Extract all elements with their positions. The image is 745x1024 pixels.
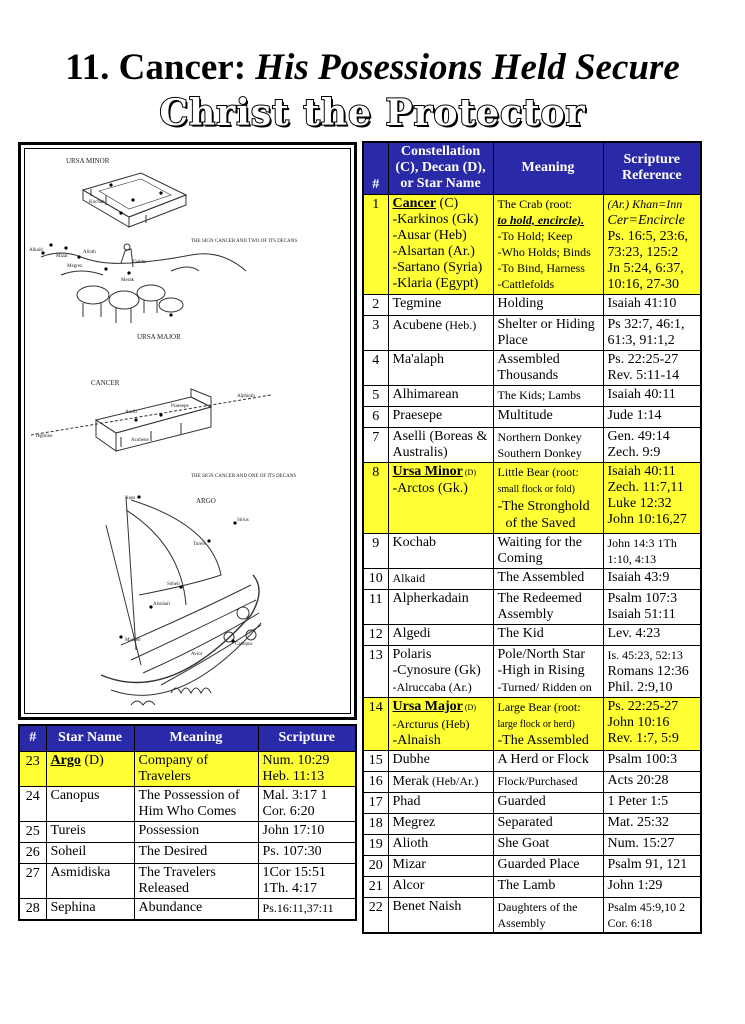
row-name: Megrez: [388, 813, 493, 834]
table-row: [363, 533, 701, 568]
scripture-line: Jn 5:24, 6:37,: [607, 260, 684, 276]
row-meaning: Shelter or Hiding Place: [493, 315, 603, 350]
row-name: Alcor: [388, 876, 493, 897]
row-name: [46, 751, 134, 786]
name-line: -Arcturus (Heb): [392, 716, 470, 731]
row-name: [388, 697, 493, 750]
scripture-line: Ps. 16:5, 23:6,: [607, 228, 689, 244]
row-num: 16: [363, 771, 388, 792]
table-row: [363, 427, 701, 462]
scripture-line: Is. 45:23, 52:13: [607, 647, 683, 662]
row-meaning: Flock/Purchased: [493, 771, 603, 792]
table-row: [363, 568, 701, 589]
row-meaning: Guarded: [493, 792, 603, 813]
row-meaning: The Kid: [493, 624, 603, 645]
row-num: 19: [363, 834, 388, 855]
star-label-praesepe: Praesepe: [171, 404, 189, 409]
name-text: Merak: [392, 773, 430, 789]
table-row: [363, 385, 701, 406]
table-header-row: [363, 142, 701, 194]
meaning-line: -The Stronghold: [497, 498, 590, 514]
meaning-line: The Crab (root:: [497, 196, 573, 211]
illustration-svg: [21, 145, 354, 717]
row-num: 18: [363, 813, 388, 834]
scripture-line: John 10:16: [607, 714, 670, 730]
row-name: Tureis: [46, 821, 134, 842]
header-scripture: Scripture: [258, 725, 356, 751]
row-meaning: Daughters of the Assembly: [493, 897, 603, 933]
name-line: -Alsartan (Ar.): [392, 243, 475, 259]
star-dot: [49, 243, 52, 246]
row-scripture: John 17:10: [258, 821, 356, 842]
row-name: Mizar: [388, 855, 493, 876]
row-scripture: Psalm 100:3: [603, 750, 701, 771]
row-meaning: Guarded Place: [493, 855, 603, 876]
row-num: 2: [363, 294, 388, 315]
star-label-naos: Naos: [125, 496, 136, 501]
row-num: 22: [363, 897, 388, 933]
meaning-line: to hold, encircle).: [497, 212, 585, 227]
table-row: [363, 697, 701, 750]
star-name-table: [18, 724, 357, 921]
star-label-acubene: Acubene: [131, 438, 149, 443]
row-scripture: Psalm 91, 121: [603, 855, 701, 876]
row-num: 1: [363, 194, 388, 294]
row-scripture: Jude 1:14: [603, 406, 701, 427]
row-name: Alkaid: [388, 568, 493, 589]
header-num: #: [363, 142, 388, 194]
header-meaning: Meaning: [493, 142, 603, 194]
ursa-minor-label: URSA MINOR: [66, 157, 110, 165]
row-num: 10: [363, 568, 388, 589]
table-row: [363, 876, 701, 897]
name-tag: (Heb.): [442, 317, 477, 332]
scripture-line: 73:23, 125:2: [607, 244, 679, 260]
star-label-markeb: Markeb: [125, 638, 141, 643]
name-tag: (Heb/Ar.): [429, 773, 479, 788]
star-dot: [127, 271, 130, 274]
star-dot: [104, 267, 107, 270]
ursa-major-title: Ursa Major: [392, 698, 463, 714]
table-row: [363, 589, 701, 624]
row-scripture: Ps. 22:25-27 Rev. 5:11-14: [603, 350, 701, 385]
name-line: -Arctos (Gk.): [392, 480, 468, 496]
row-name: [388, 645, 493, 697]
row-scripture: 1 Peter 1:5: [603, 792, 701, 813]
row-meaning: The Lamb: [493, 876, 603, 897]
star-label-alkaid: Alkaid: [29, 248, 43, 253]
star-label-alioth: Alioth: [83, 250, 96, 255]
meaning-line: -High in Rising: [497, 662, 585, 678]
row-name: [388, 462, 493, 533]
table-row: [19, 821, 356, 842]
row-name: Soheil: [46, 842, 134, 863]
header-constellation: Constellation (C), Decan (D), or Star Name: [388, 142, 493, 194]
scripture-line: Romans 12:36: [607, 663, 689, 679]
row-scripture: [603, 645, 701, 697]
argo-title: Argo: [50, 752, 81, 768]
star-dot: [169, 313, 172, 316]
caption-cancer-one-decan: THE SIGN CANCER AND ONE OF ITS DECANS: [191, 474, 297, 479]
row-num: 17: [363, 792, 388, 813]
row-name: Canopus: [46, 786, 134, 821]
row-num: 9: [363, 533, 388, 568]
page-title: [0, 46, 745, 90]
table-row: [363, 645, 701, 697]
row-meaning: Company of Travelers: [134, 751, 258, 786]
subtitle: Christ the Protector: [159, 92, 586, 134]
ship-drawing: [101, 497, 261, 705]
row-num: 20: [363, 855, 388, 876]
star-dot: [207, 539, 210, 542]
row-scripture: Ps. 107:30: [258, 842, 356, 863]
star-dot: [64, 246, 67, 249]
name-line: -Alnaish: [392, 732, 441, 748]
table-row: [363, 350, 701, 385]
meaning-line: -To Bind, Harness: [497, 260, 585, 275]
table-row: [363, 750, 701, 771]
name-line: Polaris: [392, 646, 432, 662]
name-tag: (D): [462, 702, 476, 712]
star-label-turels: Turels: [193, 542, 206, 547]
inn-drawing: [31, 389, 271, 451]
row-name: Dubhe: [388, 750, 493, 771]
star-dot: [137, 495, 140, 498]
table-header-row: [19, 725, 356, 751]
row-name: Alhimarean: [388, 385, 493, 406]
row-meaning: The Assembled: [493, 568, 603, 589]
table-row: [19, 842, 356, 863]
row-meaning: Possession: [134, 821, 258, 842]
name-line: -Cynosure (Gk): [392, 662, 481, 678]
star-dot: [134, 418, 137, 421]
meaning-line: -The Assembled: [497, 732, 589, 748]
row-num: 11: [363, 589, 388, 624]
header-scripture: Scripture Reference: [603, 142, 701, 194]
star-label-avior: Avior: [191, 652, 203, 657]
star-dot: [179, 585, 182, 588]
table-row: [363, 897, 701, 933]
row-meaning: A Herd or Flock: [493, 750, 603, 771]
name-line: -Klaria (Egypt): [392, 275, 479, 291]
row-num: 4: [363, 350, 388, 385]
row-name: Praesepe: [388, 406, 493, 427]
ursa-major-label: URSA MAJOR: [137, 333, 181, 341]
row-meaning: The Desired: [134, 842, 258, 863]
row-scripture: Num. 10:29 Heb. 11:13: [258, 751, 356, 786]
constellation-table: [362, 141, 702, 934]
scripture-line: Phil. 2:9,10: [607, 679, 673, 695]
table-row: [363, 834, 701, 855]
row-name: Asmidiska: [46, 863, 134, 898]
row-num: 3: [363, 315, 388, 350]
scripture-line: Cer=Encircle: [607, 212, 685, 228]
row-scripture: [603, 697, 701, 750]
row-name: Aselli (Boreas & Australis): [388, 427, 493, 462]
name-line: -Alruccaba (Ar.): [392, 679, 472, 694]
meaning-line: -To Hold; Keep: [497, 228, 573, 243]
row-num: 12: [363, 624, 388, 645]
meaning-line: Pole/North Star: [497, 646, 585, 662]
row-num: 26: [19, 842, 46, 863]
meaning-line: Little Bear (root:: [497, 464, 579, 479]
table-row: [363, 294, 701, 315]
table-row: [363, 315, 701, 350]
meaning-line: large flock or herd): [497, 718, 575, 730]
row-name: [388, 315, 493, 350]
name-line: -Ausar (Heb): [392, 227, 467, 243]
row-meaning: Separated: [493, 813, 603, 834]
row-scripture: Ps 32:7, 46:1, 61:3, 91:1,2: [603, 315, 701, 350]
row-meaning: Multitude: [493, 406, 603, 427]
row-name: [388, 771, 493, 792]
table-row: [363, 792, 701, 813]
star-label-megrez: Megrez: [67, 264, 83, 269]
star-label-tegmine: Tegmine: [35, 434, 53, 439]
row-scripture: Num. 15:27: [603, 834, 701, 855]
constellation-illustration: [18, 142, 357, 720]
cancer-title: Cancer: [392, 195, 437, 211]
star-label-dubhe: Dubhe: [133, 260, 147, 265]
row-name: Algedi: [388, 624, 493, 645]
row-meaning: The Possession of Him Who Comes: [134, 786, 258, 821]
star-label-kochab: Kochab: [89, 200, 105, 205]
name-tag: (C): [436, 195, 459, 211]
header-meaning: Meaning: [134, 725, 258, 751]
table-row: [363, 771, 701, 792]
row-meaning: The Redeemed Assembly: [493, 589, 603, 624]
row-num: 25: [19, 821, 46, 842]
row-scripture: Isaiah 40:11: [603, 385, 701, 406]
row-meaning: Waiting for the Coming: [493, 533, 603, 568]
row-name: Phad: [388, 792, 493, 813]
row-scripture: Mal. 3:17 1 Cor. 6:20: [258, 786, 356, 821]
row-meaning: [493, 645, 603, 697]
star-label-soheil: Soheil: [167, 582, 180, 587]
table-row: [19, 898, 356, 920]
star-label-alphirah: Alphirah: [237, 394, 255, 399]
scripture-line: 10:16, 27-30: [607, 276, 680, 292]
row-name: Alpherkadain: [388, 589, 493, 624]
row-scripture: Psalm 107:3 Isaiah 51:11: [603, 589, 701, 624]
row-meaning: The Travelers Released: [134, 863, 258, 898]
table-row: [19, 751, 356, 786]
star-dot: [119, 635, 122, 638]
name-line: -Karkinos (Gk): [392, 211, 479, 227]
row-scripture: Mat. 25:32: [603, 813, 701, 834]
row-num: 7: [363, 427, 388, 462]
argo-label: ARGO: [196, 497, 216, 505]
star-label-mizar: Mizar: [56, 254, 68, 259]
row-meaning: Abundance: [134, 898, 258, 920]
row-num: 5: [363, 385, 388, 406]
row-meaning: Northern Donkey Southern Donkey: [493, 427, 603, 462]
header-star-name: Star Name: [46, 725, 134, 751]
scripture-line: Ps. 22:25-27: [607, 698, 679, 714]
subtitle-banner: [0, 92, 745, 134]
star-dot: [159, 191, 162, 194]
star-label-aselli: Aselli: [125, 410, 137, 415]
star-label-sirius: Sirius: [237, 518, 249, 523]
row-scripture: Isaiah 41:10: [603, 294, 701, 315]
table-row: [19, 863, 356, 898]
meaning-line: of the Saved: [505, 515, 576, 531]
table-row: [363, 462, 701, 533]
row-name: Sephina: [46, 898, 134, 920]
row-scripture: [603, 462, 701, 533]
flock-drawing: [41, 244, 246, 323]
row-num: 24: [19, 786, 46, 821]
row-scripture: John 14:3 1Th 1:10, 4:13: [603, 533, 701, 568]
row-num: 21: [363, 876, 388, 897]
row-scripture: John 1:29: [603, 876, 701, 897]
ursa-minor-title: Ursa Minor: [392, 463, 463, 479]
meaning-line: -Who Holds; Binds: [497, 244, 591, 259]
title-italic: His Posessions Held Secure: [255, 47, 680, 88]
row-num: 8: [363, 462, 388, 533]
meaning-line: -Turned/ Ridden on: [497, 679, 592, 694]
star-dot: [119, 211, 122, 214]
scripture-line: Luke 12:32: [607, 495, 672, 511]
star-label-alsuhail: Alsuhail: [153, 602, 170, 607]
star-dot: [159, 413, 162, 416]
row-meaning: [493, 697, 603, 750]
star-dot: [131, 198, 134, 201]
table-row: [363, 624, 701, 645]
meaning-line: small flock or fold): [497, 483, 575, 495]
scripture-line: John 10:16,27: [607, 511, 687, 527]
row-meaning: The Kids; Lambs: [493, 385, 603, 406]
row-num: 13: [363, 645, 388, 697]
table-row: [363, 855, 701, 876]
name-text: Acubene: [392, 317, 443, 333]
table-row: [363, 406, 701, 427]
row-num: 14: [363, 697, 388, 750]
star-label-canopus: Canopus: [235, 642, 253, 647]
row-num: 23: [19, 751, 46, 786]
row-scripture: Acts 20:28: [603, 771, 701, 792]
row-meaning: Holding: [493, 294, 603, 315]
meaning-line: -Cattlefolds: [497, 276, 555, 291]
name-tag: (D): [80, 752, 104, 768]
table-row: [19, 786, 356, 821]
scripture-line: Rev. 1:7, 5:9: [607, 730, 679, 746]
row-num: 6: [363, 406, 388, 427]
row-name: Alioth: [388, 834, 493, 855]
row-scripture: [603, 194, 701, 294]
cancer-label: CANCER: [91, 379, 120, 387]
row-meaning: [493, 194, 603, 294]
row-scripture: Isaiah 43:9: [603, 568, 701, 589]
star-dot: [109, 183, 112, 186]
row-meaning: She Goat: [493, 834, 603, 855]
meaning-line: Large Bear (root:: [497, 699, 581, 714]
title-prefix: 11. Cancer:: [65, 47, 256, 88]
name-line: -Sartano (Syria): [392, 259, 483, 275]
table-row: [363, 813, 701, 834]
caption-cancer-two-decans: THE SIGN CANCER AND TWO OF ITS DECANS: [191, 239, 298, 244]
header-num: #: [19, 725, 46, 751]
row-scripture: Ps.16:11,37:11: [258, 898, 356, 920]
row-scripture: Gen. 49:14 Zech. 9:9: [603, 427, 701, 462]
table-row: [363, 194, 701, 294]
row-name: Benet Naish: [388, 897, 493, 933]
row-name: [388, 194, 493, 294]
row-name: Ma'alaph: [388, 350, 493, 385]
scripture-line: Isaiah 40:11: [607, 463, 676, 479]
star-dot: [77, 255, 80, 258]
star-label-merak: Merak: [121, 278, 135, 283]
row-meaning: Assembled Thousands: [493, 350, 603, 385]
row-num: 27: [19, 863, 46, 898]
row-scripture: Psalm 45:9,10 2 Cor. 6:18: [603, 897, 701, 933]
row-name: Kochab: [388, 533, 493, 568]
row-num: 28: [19, 898, 46, 920]
row-scripture: Lev. 4:23: [603, 624, 701, 645]
name-tag: (D): [462, 467, 476, 477]
row-meaning: [493, 462, 603, 533]
scripture-line: (Ar.) Khan=Inn: [607, 196, 683, 211]
row-scripture: 1Cor 15:51 1Th. 4:17: [258, 863, 356, 898]
row-name: Tegmine: [388, 294, 493, 315]
scripture-line: Zech. 11:7,11: [607, 479, 684, 495]
row-num: 15: [363, 750, 388, 771]
